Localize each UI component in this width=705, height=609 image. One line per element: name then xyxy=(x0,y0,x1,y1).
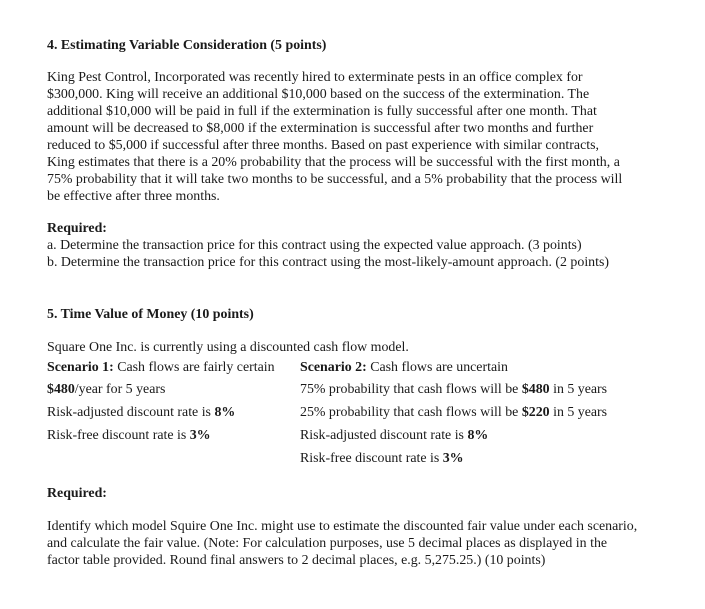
section4-paragraph-line: King estimates that there is a 20% probability that the process will be successful with the first month, a xyxy=(47,155,620,170)
section4-paragraph-line: reduced to $5,000 if successful after three months. Based on past experience with similar contracts, xyxy=(47,138,599,153)
scenario2-risk-free xyxy=(300,450,464,467)
scenario1-cashflow-rest: /year for 5 years xyxy=(74,382,166,397)
section5-required-line: Identify which model Squire One Inc. might use to estimate the discounted fair value under each scenario, xyxy=(47,519,638,534)
section4-paragraph-line: be effective after three months. xyxy=(47,189,220,204)
scenario2-label: Scenario 2: xyxy=(300,360,367,375)
section5-required-line: factor table provided. Round final answers to 2 decimal places, e.g. 5,275.25.) (10 points) xyxy=(47,553,546,568)
scenario1-cashflow-amount: $480 xyxy=(47,382,75,397)
scenario2-risk-adjusted-text: Risk-adjusted discount rate is xyxy=(300,428,468,443)
scenario1-cashflow xyxy=(47,381,165,398)
scenario1-risk-adjusted-value: 8% xyxy=(214,405,236,420)
section5-required-line: and calculate the fair value. (Note: For calculation purposes, use 5 decimal places as displayed in the xyxy=(47,536,608,551)
scenario2-prob2-amount: $220 xyxy=(521,405,550,420)
scenario1-label: Scenario 1: xyxy=(47,360,114,375)
section4-required-item-a: a. Determine the transaction price for this contract using the expected value approach. (3 points) xyxy=(47,238,582,253)
section5-intro: Square One Inc. is currently using a discounted cash flow model. xyxy=(47,340,409,355)
scenario1-risk-free-text: Risk-free discount rate is xyxy=(47,428,190,443)
scenario1-header xyxy=(47,359,275,376)
scenario2-probability-1 xyxy=(300,381,607,398)
section4-paragraph-line: additional $10,000 will be paid in full if the extermination is fully successful after one month. That xyxy=(47,104,597,119)
scenario1-risk-free-value: 3% xyxy=(189,428,211,443)
scenario2-prob2-text: 25% probability that cash flows will be xyxy=(300,405,522,420)
section4-title: 4. Estimating Variable Consideration (5 points) xyxy=(47,38,327,53)
section4-required-label: Required: xyxy=(47,221,107,236)
scenario2-prob2-rest: in 5 years xyxy=(549,405,608,420)
scenario2-risk-adjusted xyxy=(300,427,488,444)
section4-paragraph-line: King Pest Control, Incorporated was recently hired to exterminate pests in an office complex for xyxy=(47,70,583,85)
scenario1-risk-adjusted xyxy=(47,404,235,421)
scenario1-description: Cash flows are fairly certain xyxy=(113,360,275,375)
scenario2-prob1-text: 75% probability that cash flows will be xyxy=(300,382,522,397)
section4-required-item-b: b. Determine the transaction price for this contract using the most-likely-amount approach. (2 points) xyxy=(47,255,610,270)
scenario2-prob1-rest: in 5 years xyxy=(549,382,608,397)
section4-paragraph-line: amount will be decreased to $8,000 if the extermination is successful after two months and further xyxy=(47,121,594,136)
scenario2-prob1-amount: $480 xyxy=(521,382,550,397)
scenario2-risk-adjusted-value: 8% xyxy=(467,428,489,443)
scenario1-risk-free xyxy=(47,427,211,444)
scenario2-header xyxy=(300,359,508,376)
section4-paragraph-line: 75% probability that it will take two months to be successful, and a 5% probability that the process will xyxy=(47,172,623,187)
scenario1-risk-adjusted-text: Risk-adjusted discount rate is xyxy=(47,405,215,420)
section5-required-label: Required: xyxy=(47,486,107,501)
section5-title: 5. Time Value of Money (10 points) xyxy=(47,307,254,322)
scenario2-risk-free-value: 3% xyxy=(442,451,464,466)
scenario2-probability-2 xyxy=(300,404,607,421)
scenario2-risk-free-text: Risk-free discount rate is xyxy=(300,451,443,466)
scenario2-description: Cash flows are uncertain xyxy=(366,360,508,375)
section4-paragraph-line: $300,000. King will receive an additional $10,000 based on the success of the extermination. The xyxy=(47,87,590,102)
